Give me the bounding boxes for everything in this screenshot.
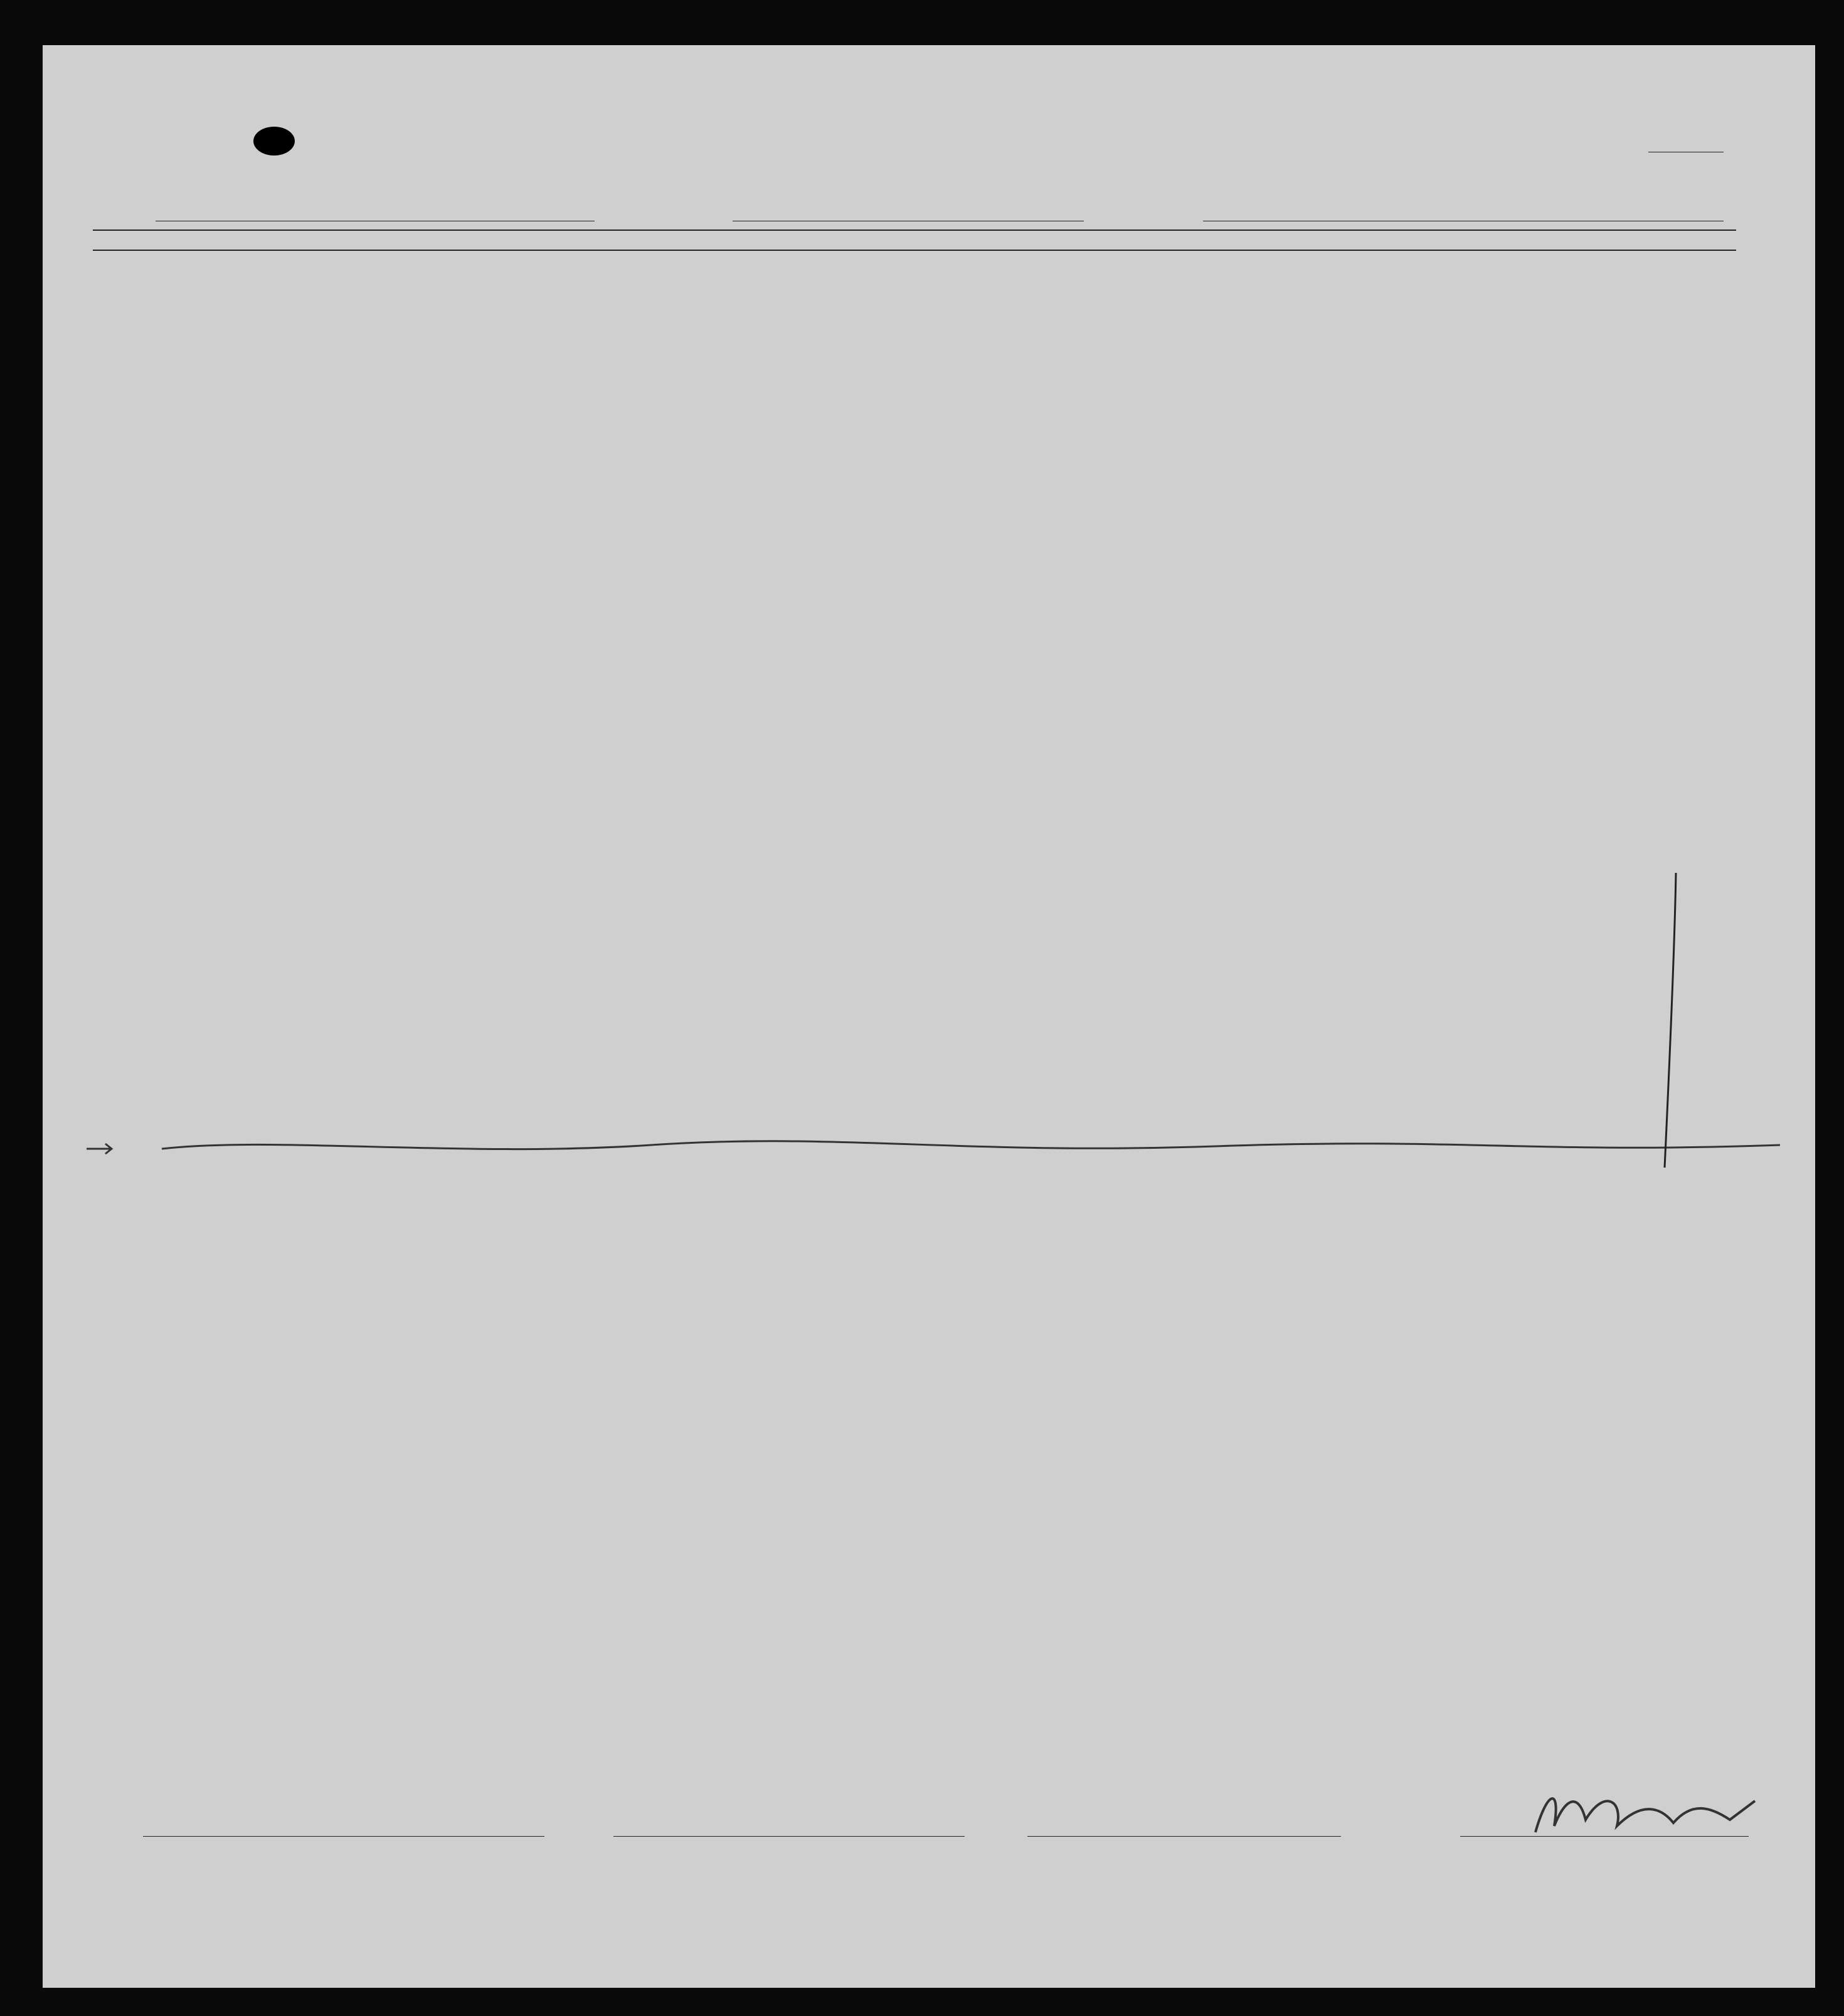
manifest-sheet (43, 45, 1815, 1988)
officer-signature (1523, 1782, 1761, 1845)
redaction-blot (253, 127, 295, 156)
strike-through-row-22 (87, 1136, 1818, 1161)
ditto-line (1661, 873, 1686, 1174)
